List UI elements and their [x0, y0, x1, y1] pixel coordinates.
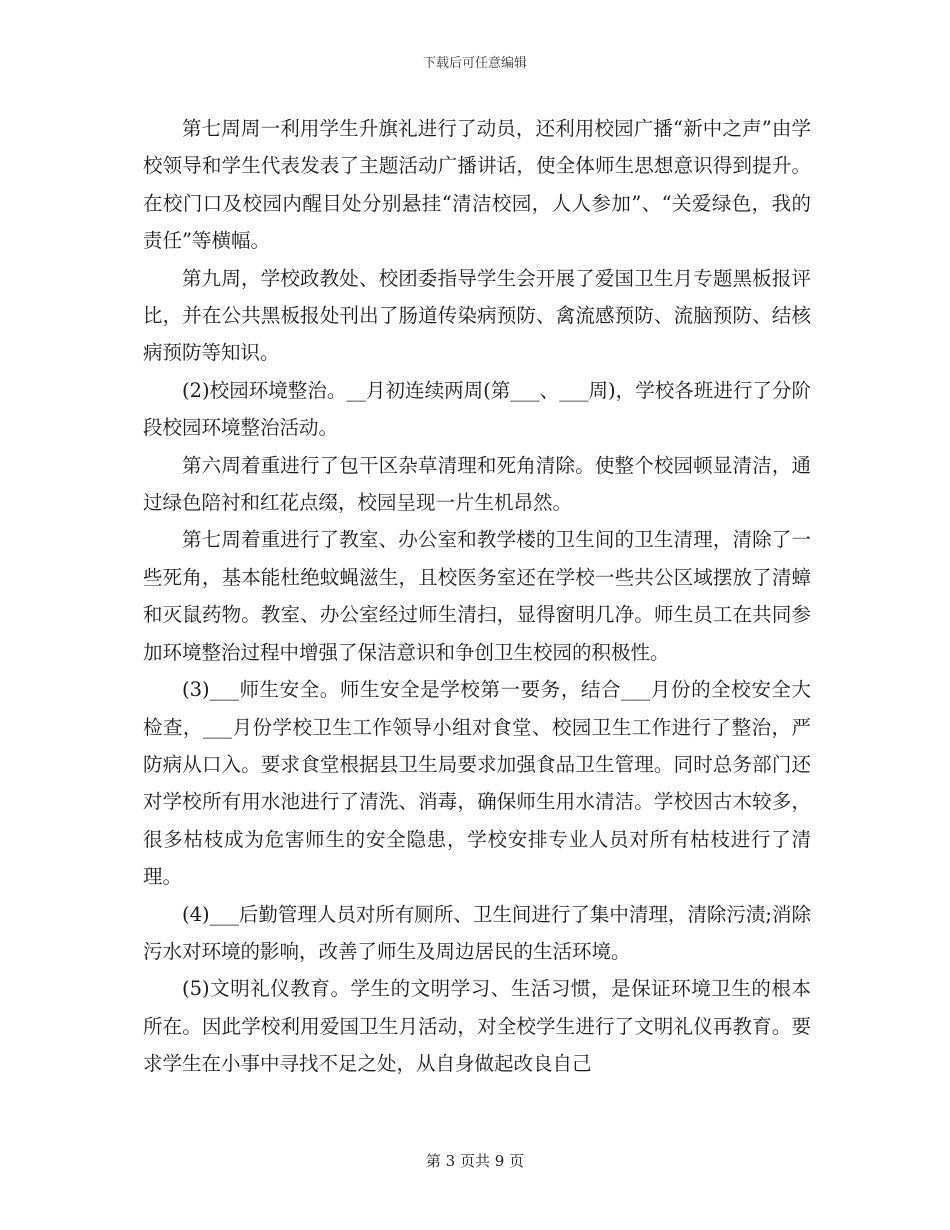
- paragraph: (4)___后勤管理人员对所有厕所、卫生间进行了集中清理，清除污渍;消除污水对环境的影响，改善了师生及周边居民的生活环境。: [143, 902, 811, 963]
- paragraph: 第七周周一利用学生升旗礼进行了动员，还利用校园广播“新中之声”由学校领导和学生代表发表了主题活动广播讲话，使全体师生思想意识得到提升。在校门口及校园内醒目处分别悬挂“清洁校园，人人参加”、“关爱绿色，我的责任”等横幅。: [143, 117, 811, 253]
- paragraph: (2)校园环境整治。__月初连续两周(第___、___周)，学校各班进行了分阶段校园环境整治活动。: [143, 378, 811, 440]
- paragraph: 第七周着重进行了教室、办公室和教学楼的卫生间的卫生清理，清除了一些死角，基本能杜绝蚊蝇滋生，且校医务室还在学校一些共公区域摆放了清蟑和灭鼠药物。教室、办公室经过师生清扫，显得窗明几净。师生员工在共同参加环境整治过程中增强了保洁意识和争创卫生校园的积极性。: [143, 528, 811, 664]
- document-body: [143, 110, 811, 1083]
- page-number: 第 3 页共 9 页: [425, 1152, 525, 1170]
- paragraph: (5)文明礼仪教育。学生的文明学习、生活习惯，是保证环境卫生的根本所在。因此学校利用爱国卫生月活动，对全校学生进行了文明礼仪再教育。要求学生在小事中寻找不足之处，从自身做起改良自己: [143, 977, 811, 1076]
- paragraph: 第六周着重进行了包干区杂草清理和死角清除。使整个校园顿显清洁，通过绿色陪衬和红花点缀，校园呈现一片生机昂然。: [143, 453, 811, 515]
- paragraph: 第九周，学校政教处、校团委指导学生会开展了爱国卫生月专题黑板报评比，并在公共黑板报处刊出了肠道传染病预防、禽流感预防、流脑预防、结核病预防等知识。: [143, 266, 811, 365]
- page-header: 下载后可任意编辑: [422, 56, 527, 71]
- paragraph: (3)___师生安全。师生安全是学校第一要务，结合___月份的全校安全大检查，___月份学校卫生工作领导小组对食堂、校园卫生工作进行了整治，严防病从口入。要求食堂根据县卫生局要求加强食品卫生管理。同时总务部门还对学校所有用水池进行了清洗、消毒，确保师生用水清洁。学校因古木较多，很多枯枝成为危害师生的安全隐患，学校安排专业人员对所有枯枝进行了清理。: [143, 678, 811, 889]
